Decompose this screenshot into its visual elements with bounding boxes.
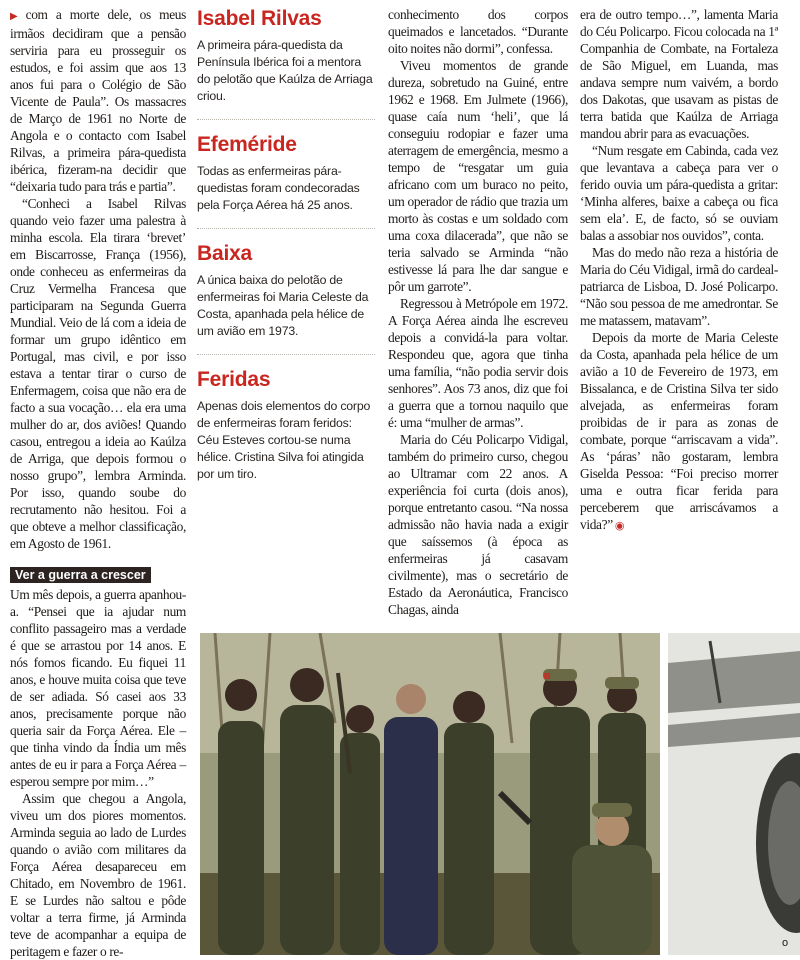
fact-box-efemeride — [197, 132, 375, 214]
sidebar-facts — [197, 6, 375, 497]
paragraph-text: Depois da morte de Maria Celeste da Costa, apanhada pela hélice de um avião a 10 de Fevereiro de 1973, em Bissalanca, e de Cristina Silva ter sido alvejada, as enfermeiras foram proibidas de ir para as zonas de combate, porque “arriscavam a vida”. As ‘páras’ não gostaram, lembra Giselda Pessoa: “Foi preciso morrer uma e outra ficar ferida para perceberem que arriscávamos a vida?” — [580, 330, 778, 532]
end-of-article-icon: ◉ — [614, 520, 625, 532]
article-column-4 — [580, 6, 778, 535]
article-column-1 — [10, 6, 186, 960]
bullet-icon: ▶ — [10, 11, 23, 22]
paragraph: Assim que chegou a Angola, viveu um dos piores momentos. Arminda seguia ao lado de Lurdes quando o avião com militares da Força Aérea desapareceu em Chitado, em Novembro de 1961. E se Lurdes não saltou e pôde voltar a terra firme, já Arminda teve de acompanhar a equipa de peritagem e fazer o re- — [10, 791, 186, 959]
fact-box-text: Todas as enfermeiras pára-quedistas foram condecoradas pela Força Aérea há 25 anos. — [197, 164, 360, 212]
paragraph-text: com a morte dele, os meus irmãos decidiram que a pensão serviria para eu prosseguir os estudos, e foi assim que aos 13 anos fui para o Colégio de São Vicente de Paula”. Os massacres de Março de 1961 no Norte de Angola e o contacto com Isabel Rilvas, a primeira pára-quedista ibérica, fizeram-na decidir que “deixaria tudo para trás e partia”. — [10, 7, 186, 194]
fact-box-title: Feridas — [197, 368, 271, 391]
article-column-3 — [388, 6, 568, 618]
paragraph: Viveu momentos de grande dureza, sobretudo na Guiné, entre 1962 e 1968. Em Julmete (1966), quase caía num ‘heli’, que lá conseguiu rodopiar e fazer uma aterragem de emergência, mesmo a tempo de “resgatar um guia africano com um buraco no peito, um operador de rádio que trazia um morto às costas e um soldado com uma coxa dilacerada”, que não se teria salvado se Arminda “não estivesse lá para lhe dar sangue e pôr um garrote”. — [388, 58, 568, 294]
fact-box-title: Baixa — [197, 242, 253, 265]
paragraph: conhecimento dos corpos queimados e lancetados. “Durante oito noites não dormi”, confessa. — [388, 7, 568, 56]
fact-box-baixa — [197, 241, 375, 340]
fact-box-text: Apenas dois elementos do corpo de enfermeiras foram feridos: Céu Esteves cortou-se numa hélice. Cristina Silva foi atingida por um tiro. — [197, 399, 371, 481]
aircraft-illustration — [668, 633, 800, 955]
paragraph: “Conheci a Isabel Rilvas quando veio fazer uma palestra à minha escola. Ela tirara ‘brevet’ em Biscarrosse, França (1956), onde conheceu as enfermeiras da Cruz Vermelha Francesa que participaram na Segunda Guerra Mundial. Veio de lá com a ideia de formar um grupo idêntico em Portugal, mas civil, e por isso estava a tentar tirar o curso de Enfermagem, coisa que não era de facto a sua vocação… ela era uma mulher do ar, dos aviões! Quando casou, entregou a ideia ao Kaúlza de Arriga, que depois formou o nosso grupo”, lembra Arminda. Por isso, quando soube do recrutamento não hesitou. Foi a que obteve a melhor classificação, em Agosto de 1961. — [10, 196, 186, 551]
paragraph — [580, 329, 778, 535]
fact-box-text: A primeira pára-quedista da Península Ibérica foi a mentora do pelotão que Kaúlza de Arriaga criou. — [197, 38, 373, 103]
divider — [197, 354, 375, 355]
fact-box-title: Efeméride — [197, 133, 297, 156]
fact-box-text: A única baixa do pelotão de enfermeiras foi Maria Celeste da Costa, apanhada pela hélice de um avião em 1973. — [197, 273, 369, 338]
fact-box-isabel-rilvas — [197, 6, 375, 105]
divider — [197, 228, 375, 229]
fact-box-title: Isabel Rilvas — [197, 7, 322, 30]
photo-credit-marker: o — [782, 937, 789, 949]
soldiers-group-illustration — [200, 633, 660, 955]
paragraph: Regressou à Metrópole em 1972. A Força Aérea ainda lhe escreveu depois a convidá-la para voltar. Respondeu que, agora que tinha uma família, “não podia servir dois senhores”. Aos 73 anos, diz que foi a guerra que a tornou naquilo que é: uma “mulher de armas”. — [388, 296, 568, 430]
fact-box-feridas — [197, 367, 375, 483]
aircraft-photo — [668, 633, 800, 955]
paragraph: era de outro tempo…”, lamenta Maria do Céu Policarpo. Ficou colocada na 1ª Companhia de Combate, na Fortaleza de São Miguel, em Luanda, mas andava sempre num vaivém, a bordo dos Dakotas, que usavam as pistas de terra batida que Kaúlza de Arriaga mandou abrir para as evacuações. — [580, 7, 778, 141]
divider — [197, 119, 375, 120]
paragraph: “Num resgate em Cabinda, cada vez que levantava a cabeça para ver o ferido ouvia um pára-quedista a gritar: ‘Minha alferes, baixe a cabeça ou fica sem ela’. E, de facto, só se ouviam balas a assobiar nos ouvidos”, conta. — [580, 143, 778, 243]
soldiers-group-photo — [200, 633, 660, 955]
paragraph: Maria do Céu Policarpo Vidigal, também do primeiro curso, chegou ao Ultramar com 22 anos. A experiência foi curta (dois anos), porque entretanto casou. “Na nossa admissão não havia nada a exigir que saíssemos (à época as enfermeiras já casavam civilmente), mas o secretário de Estado da Aeronáutica, Francisco Chagas, ainda — [388, 432, 568, 617]
paragraph: Um mês depois, a guerra apanhou-a. “Pensei que ia ajudar num conflito passageiro mas a verdade é que se arrastou por 14 anos. E nós fomos ficando. Eu fiquei 11 anos, e houve muita coisa que teve de ser adiada. Só casei aos 33 anos, precisamente porque não queria sair da Força Aérea. Ele – que tinha vindo da Índia um mês antes de eu ir para a Força Aérea – esperou sempre por mim…” — [10, 587, 186, 789]
paragraph — [10, 6, 186, 195]
paragraph: Mas do medo não reza a história de Maria do Céu Vidigal, irmã do cardeal-patriarca de Lisboa, D. José Policarpo. “Não sou pessoa de me amedrontar. Se me matassem, matavam”. — [580, 245, 778, 328]
section-subhead: Ver a guerra a crescer — [10, 567, 151, 583]
